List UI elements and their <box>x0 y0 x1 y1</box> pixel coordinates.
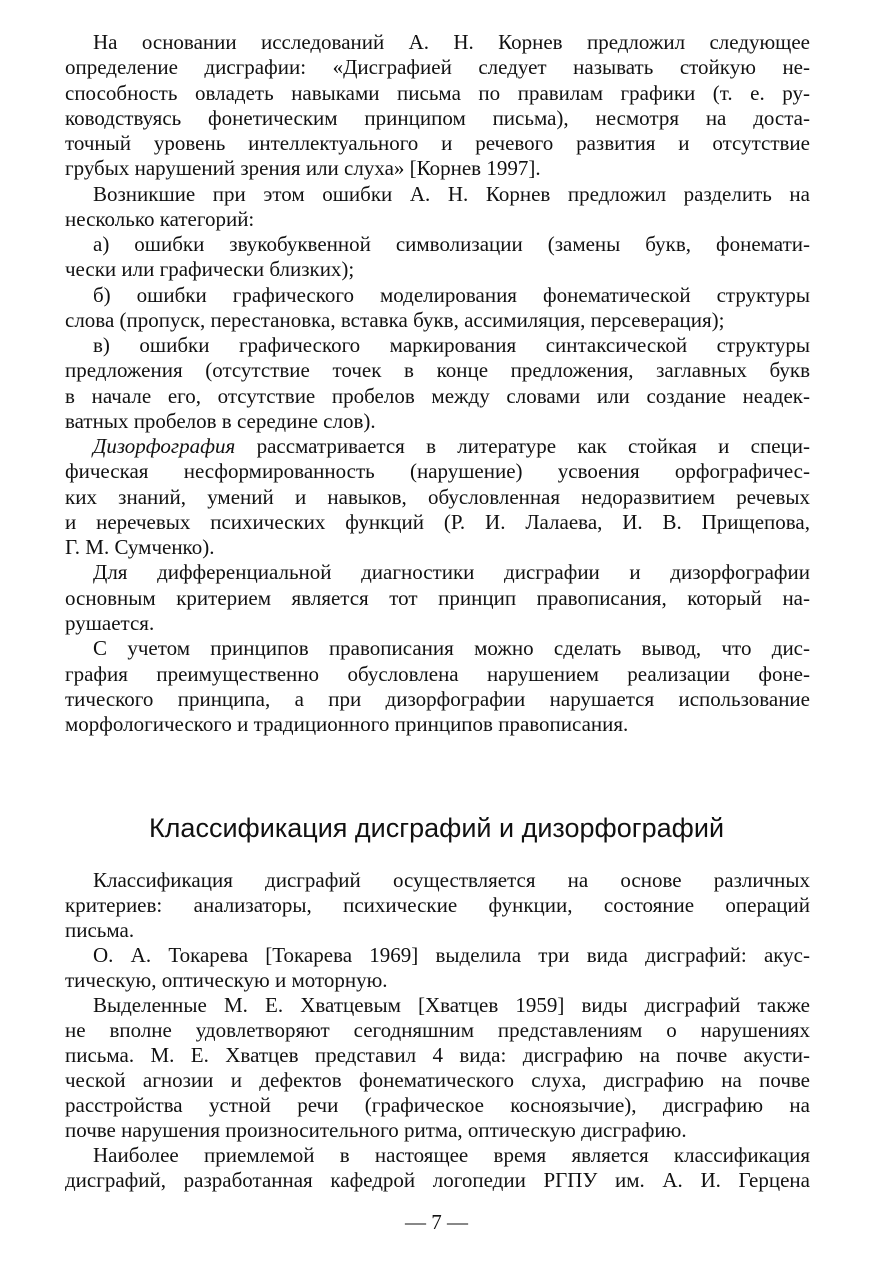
paragraph-line: На основании исследований А. Н. Корнев предложил следующее <box>93 30 810 54</box>
italic-term: Дизорфография <box>93 434 236 459</box>
paragraph-line: грубых нарушений зрения или слуха» [Корнев 1997]. <box>65 156 541 181</box>
paragraph-line: графия преимущественно обусловлена нарушением реализации фоне- <box>65 661 810 686</box>
paragraph-line: ких знаний, умений и навыков, обусловленная недоразвитием речевых <box>65 484 810 509</box>
paragraph-line: определение дисграфии: «Дисграфией следует называть стойкую не- <box>65 55 810 80</box>
paragraph-line: ководствуясь фонетическим принципом письма), несмотря на доста- <box>65 105 810 130</box>
paragraph-line: в) ошибки графического маркирования синтаксической структуры <box>93 333 810 358</box>
paragraph-line: тического принципа, а при дизорфографии нарушается использование <box>65 686 810 711</box>
paragraph-line: письма. <box>65 918 135 942</box>
paragraph-line: фическая несформированность (нарушение) усвоения орфографичес- <box>65 459 810 484</box>
paragraph-line: письма. М. Е. Хватцев представил 4 вида: дисграфию на почве акусти- <box>65 1043 810 1067</box>
paragraph-line: и неречевых психических функций (Р. И. Лалаева, И. В. Прищепова, <box>65 509 810 534</box>
paragraph-line: морфологического и традиционного принципов правописания. <box>65 712 629 737</box>
paragraph-line: б) ошибки графического моделирования фонематической структуры <box>93 282 810 307</box>
paragraph-line: критериев: анализаторы, психические функции, состояние операций <box>65 893 810 917</box>
paragraph-line: рушается. <box>65 610 155 635</box>
paragraph-line <box>93 433 810 459</box>
paragraph-line: несколько категорий: <box>65 206 255 231</box>
paragraph-line: предложения (отсутствие точек в конце предложения, заглавных букв <box>65 358 810 383</box>
paragraph-line: не вполне удовлетворяют сегодняшним представлениям о нарушениях <box>65 1018 810 1042</box>
paragraph-line: Возникшие при этом ошибки А. Н. Корнев предложил разделить на <box>93 181 810 206</box>
paragraph-line: Г. М. Сумченко). <box>65 535 215 560</box>
paragraph-line: дисграфий, разработанная кафедрой логопедии РГПУ им. А. И. Герцена <box>65 1168 810 1192</box>
paragraph-line: Для дифференциальной диагностики дисграфии и дизорфографии <box>93 560 810 585</box>
paragraph-line: Выделенные М. Е. Хватцевым [Хватцев 1959] виды дисграфий также <box>93 993 810 1017</box>
paragraph-line: Наиболее приемлемой в настоящее время является классификация <box>93 1143 810 1167</box>
paragraph-line: почве нарушения произносительного ритма, оптическую дисграфию. <box>65 1118 687 1142</box>
paragraph-line: С учетом принципов правописания можно сделать вывод, что дис- <box>93 636 810 661</box>
paragraph-line: О. А. Токарева [Токарева 1969] выделила три вида дисграфий: акус- <box>93 943 810 967</box>
page-number: — 7 — <box>405 1210 468 1234</box>
paragraph-line: в начале его, отсутствие пробелов между словами или создание неадек- <box>65 383 810 408</box>
paragraph-line: Классификация дисграфий осуществляется на основе различных <box>93 868 810 892</box>
paragraph-line: основным критерием является тот принцип правописания, который на- <box>65 585 810 610</box>
paragraph-line: ватных пробелов в середине слов). <box>65 408 376 433</box>
paragraph-line: способность овладеть навыками письма по правилам графики (т. е. ру- <box>65 80 810 105</box>
paragraph-line: а) ошибки звукобуквенной символизации (замены букв, фонемати- <box>93 232 810 257</box>
section-heading: Классификация дисграфий и дизорфографий <box>148 813 725 843</box>
paragraph-line: ческой агнозии и дефектов фонематического слуха, дисграфию на почве <box>65 1068 810 1092</box>
paragraph-line: слова (пропуск, перестановка, вставка букв, ассимиляция, персеверация); <box>65 307 725 332</box>
paragraph-line: тическую, оптическую и моторную. <box>65 968 388 992</box>
paragraph-line: чески или графически близких); <box>65 257 355 282</box>
line-text: рассматривается в литературе как стойкая и специ- <box>235 434 810 459</box>
paragraph-line: расстройства устной речи (графическое косноязычие), дисграфию на <box>65 1093 810 1117</box>
paragraph-line: точный уровень интеллектуального и речевого развития и отсутствие <box>65 131 810 156</box>
